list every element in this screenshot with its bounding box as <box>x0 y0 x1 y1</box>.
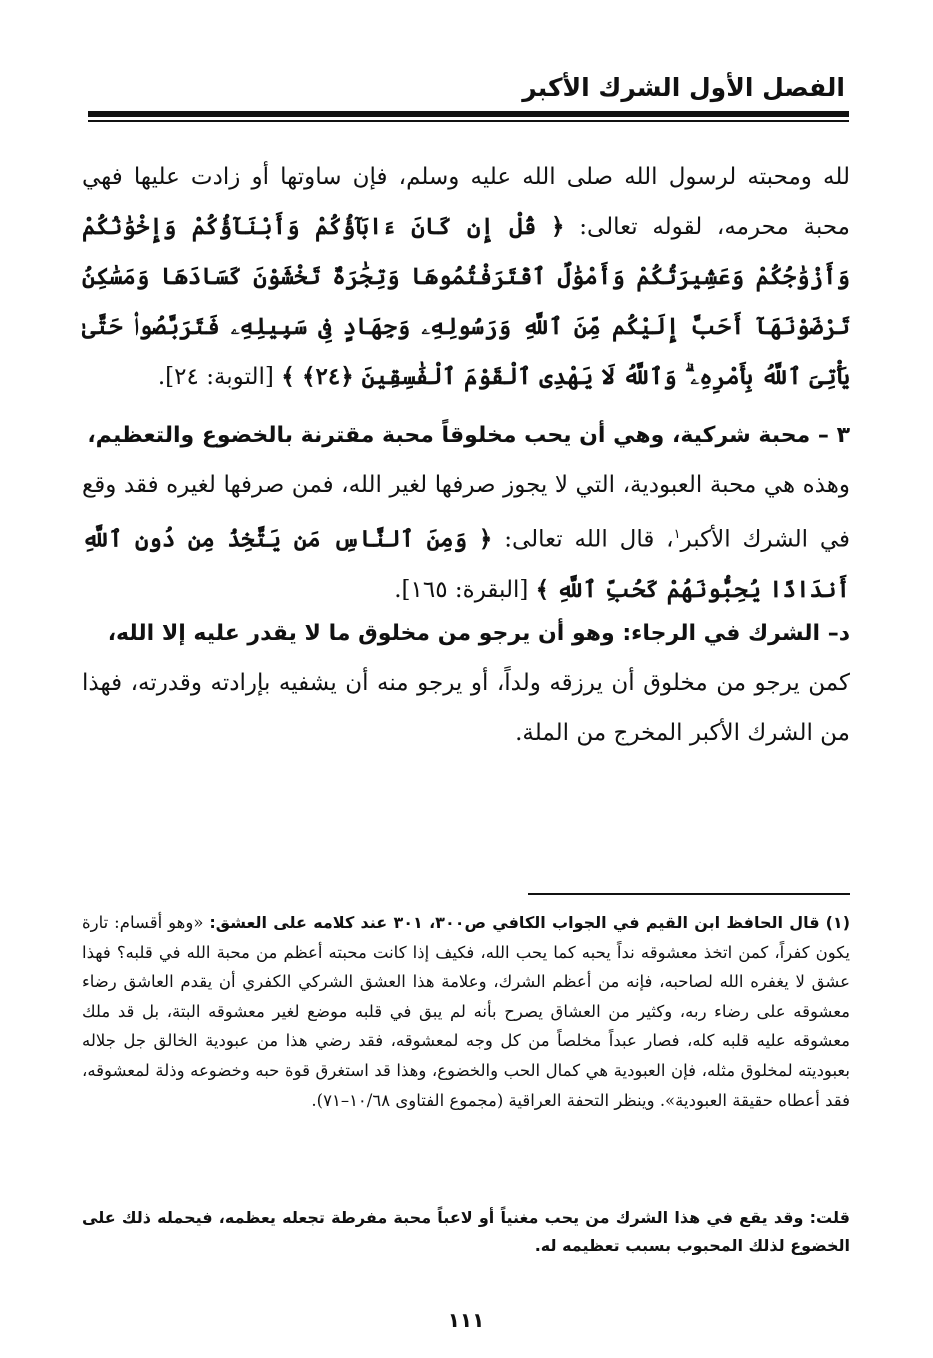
intro-text: لله ومحبته لرسول الله صلى الله عليه وسلم، فإن ساوتها أو زادت عليها فهي محبة محرمه، لقوله تعالى: <box>82 164 850 240</box>
verse-close-bracket: ﴾ <box>281 363 295 390</box>
section-d-heading: د– الشرك في الرجاء: وهو أن يرجو من مخلوق ما لا يقدر عليه إلا الله، <box>107 621 850 646</box>
citation-tawbah: [التوبة: ٢٤]. <box>157 364 282 390</box>
footnote-lead: قال الحافظ ابن القيم في الجواب الكافي ص٣٠٠، ٣٠١ عند كلامه على العشق: <box>209 913 820 932</box>
footnotes-section <box>82 908 850 1260</box>
footnote-reference: ١ <box>673 527 681 542</box>
verse-open-bracket-2: ﴿ <box>478 525 493 553</box>
footnote-separator <box>528 893 850 895</box>
footnote-1 <box>82 908 850 1204</box>
quran-verse-tawbah: قُلْ إِن كَانَ ءَابَآؤُكُمْ وَأَبْنَآؤُكُمْ وَإِخْوَٰنُكُمْ وَأَزْوَٰجُكُمْ وَعَشِيرَتُكُمْ وَأَمْوَٰلٌ ٱقْتَرَفْتُمُوهَا وَتِجَٰرَةٌ تَخْشَوْنَ كَسَادَهَا وَمَسَٰكِنُ تَرْضَوْنَهَآ أَحَبَّ إِلَيْكُم مِّنَ ٱللَّهِ وَرَسُولِهِۦ وَجِهَادٍ فِى سَبِيلِهِۦ فَتَرَبَّصُوا۟ حَتَّىٰ يَأْتِىَ ٱللَّهُ بِأَمْرِهِۦ ۗ وَٱللَّهُ لَا يَهْدِى ٱلْقَوْمَ ٱلْفَٰسِقِينَ ﴿٢٤﴾ <box>82 213 850 390</box>
header-rule-thick <box>88 111 849 117</box>
header-rule-thin <box>88 120 849 122</box>
page-number: ١١١ <box>447 1308 485 1332</box>
intro-paragraph <box>82 152 850 412</box>
point-3-heading: ٣ – محبة شركية، وهي أن يحب مخلوقاً محبة مقترنة بالخضوع والتعظيم، <box>87 423 850 448</box>
main-text <box>82 152 850 758</box>
section-d-paragraph: كمن يرجو من مخلوق أن يرزقه ولداً، أو يرجو منه أن يشفيه بإرادته وقدرته، فهذا من الشرك الأكبر المخرج من الملة. <box>82 670 850 746</box>
point-3-text: وهذه هي محبة العبودية، التي لا يجوز صرفها لغير الله، فمن صرفها لغيره فقد وقع في الشرك الأكبر <box>82 472 850 553</box>
point-3-paragraph <box>82 460 850 610</box>
verse-open-bracket: ﴿ <box>551 213 565 240</box>
citation-baqarah: [البقرة: ١٦٥]. <box>394 576 536 603</box>
author-note: قلت: وقد يقع في هذا الشرك من يحب مغنياً أو لاعباً محبة مفرطة تجعله يعظمه، فيحمله ذلك على الخضوع لذلك المحبوب بسبب تعظيمه له. <box>82 1208 850 1255</box>
point-3-text-continued: ، قال الله تعالى: <box>492 526 674 553</box>
verse-close-bracket-2: ﴾ <box>535 575 550 603</box>
footnote-text: «وهو أقسام: تارة يكون كفراً، كمن اتخذ معشوقه نداً يحبه كما يحب الله، فكيف إذا كانت محبته أعظم من محبة الله في قلبه؟ فهذا عشق لا يغفره الله لصاحبه، فإنه من أعظم الشرك، وعلامة هذا العشق الشركي الكفري أن يقدم العاشق رضاء معشوقه على رضاء ربه، وكثير من العشاق يصرح بأنه لم يبق في قلبه موضع لغير معشوقه البتة، بل قد ملك معشوقه عليه قلبه كله، فصار عبداً مخلصاً من كل وجه لمعشوقه، فقد رضي هذا من عبودية الخالق جل جلاله بعبوديته لمخلوق مثله، فإن العبودية هي كمال الحب والخضوع، وهذا قد استغرق قوة حبه وخضوعه وذلة لمعشوقه، فقد أعطاه حقيقة العبودية». وينظر التحفة العراقية (مجموع الفتاوى ١٠/٦٨–٧١). <box>82 913 850 1110</box>
running-title: الفصل الأول الشرك الأكبر <box>522 73 845 102</box>
footnote-marker: (١) <box>825 913 850 932</box>
quran-verse-baqarah: وَمِنَ ٱلنَّاسِ مَن يَتَّخِذُ مِن دُونِ ٱللَّهِ أَندَادًا يُحِبُّونَهُمْ كَحُبِّ ٱللَّهِ <box>82 525 850 603</box>
